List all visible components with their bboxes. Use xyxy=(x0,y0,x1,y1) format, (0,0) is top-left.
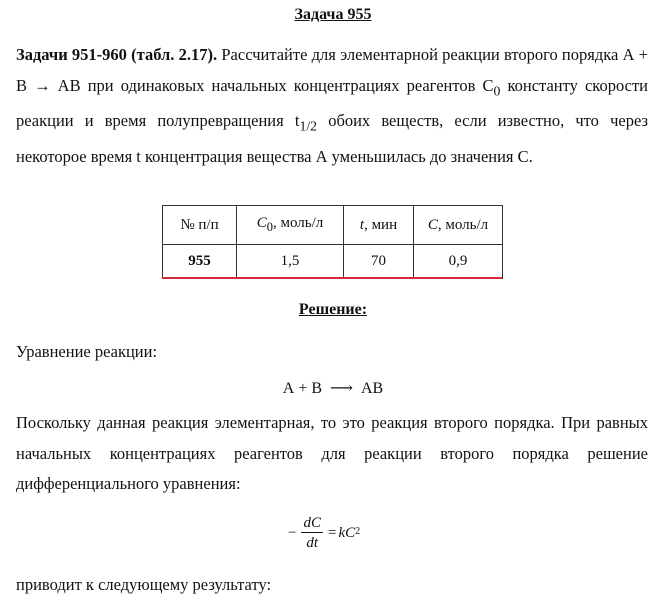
equation-intro: Уравнение реакции: xyxy=(16,342,158,361)
header-t: t, мин xyxy=(344,206,414,245)
fraction-numerator: dC xyxy=(303,515,321,531)
data-table xyxy=(162,205,503,279)
rate-equation xyxy=(286,514,360,553)
fraction-denominator: dt xyxy=(306,535,319,551)
formula-minus: − xyxy=(288,525,297,541)
cell-t: 70 xyxy=(344,245,414,279)
table-row xyxy=(163,245,503,279)
red-underline xyxy=(162,277,502,279)
result-intro: приводит к следующему результату: xyxy=(16,575,272,594)
table-header-row xyxy=(163,206,503,245)
cell-c: 0,9 xyxy=(414,245,503,279)
problem-text-3: обоих веществ, если известно, что через некоторое время t концентрация вещества А уменьшилась до значения С. xyxy=(16,111,648,167)
derivative-fraction xyxy=(301,514,323,553)
solution-title: Решение: xyxy=(298,301,368,318)
formula-exponent: 2 xyxy=(355,526,361,537)
half-subscript: 1/2 xyxy=(299,118,318,134)
header-number: № п/п xyxy=(163,206,237,245)
arrow-icon: ⟶ xyxy=(330,380,353,397)
problem-text: Рассчитайте для элементарной реакции второго порядка А + В → АВ при одинаковых начальных концентрациях реагентов С xyxy=(16,45,648,95)
reactants: А + В xyxy=(282,380,323,397)
product: АВ xyxy=(360,380,384,397)
header-c0: $C_0$, моль/л xyxy=(237,206,344,245)
reaction-equation xyxy=(0,378,666,398)
c0-subscript: 0 xyxy=(493,82,501,98)
problem-title: Задача 955 xyxy=(294,6,372,23)
problem-statement xyxy=(16,40,648,173)
problem-lead: Задачи 951-960 (табл. 2.17). xyxy=(16,45,218,64)
explanation-text: Поскольку данная реакция элементарная, то это реакция второго порядка. При равных начальных концентрациях реагентов для реакции второго порядка решение дифференциального уравнения: xyxy=(16,413,648,493)
cell-c0: 1,5 xyxy=(237,245,344,279)
cell-number: 955 xyxy=(163,245,237,279)
formula-equals: = xyxy=(327,525,337,541)
header-c: C, моль/л xyxy=(414,206,503,245)
problem-text-2: константу скорости реакции и время полупревращения t xyxy=(16,75,648,131)
formula-rhs: kC xyxy=(338,525,356,541)
